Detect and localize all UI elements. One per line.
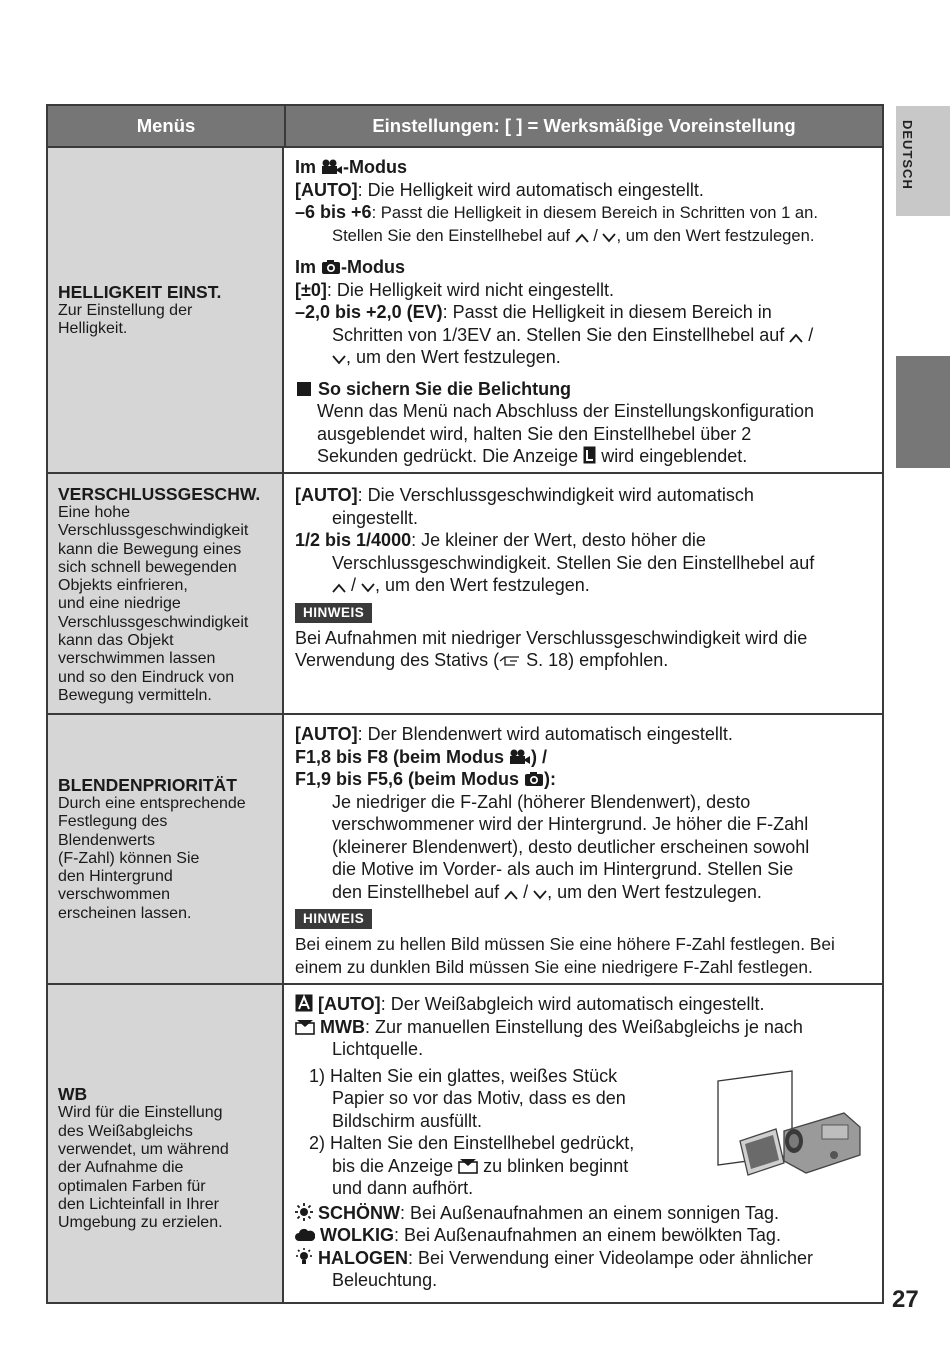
step-text: und dann aufhört. (332, 1178, 474, 1198)
menu-desc: Blendenwerts (58, 831, 155, 849)
option-text: : Der Weißabgleich wird automatisch eingestellt. (380, 994, 765, 1014)
option-label: [±0] (295, 279, 327, 300)
menu-name: HELLIGKEIT EINST. (58, 281, 222, 302)
option-text: : Die Helligkeit wird automatisch eingestellt. (357, 179, 704, 200)
chevron-up-icon (575, 233, 589, 243)
menu-name: BLENDENPRIORITÄT (58, 774, 237, 795)
note-text: S. 18) empfohlen. (521, 650, 669, 670)
note-text: Bei einem zu hellen Bild müssen Sie eine höhere F-Zahl festlegen. Bei (295, 934, 835, 954)
manual-wb-icon (458, 1158, 478, 1174)
chevron-down-icon (602, 233, 616, 243)
lock-line: wird eingeblendet. (596, 446, 748, 466)
option-text: den Einstellhebel auf (332, 881, 505, 902)
option-text: eingestellt. (332, 507, 419, 528)
menu-cell (48, 148, 284, 472)
menu-desc: der Aufnahme die (58, 1159, 184, 1177)
menu-cell (48, 985, 284, 1302)
chevron-up-icon (504, 890, 518, 900)
video-camera-icon (509, 749, 531, 765)
auto-wb-icon (295, 994, 313, 1012)
option-text: / (588, 225, 603, 245)
option-text: Lichtquelle. (332, 1039, 424, 1059)
menu-desc: und eine niedrige (58, 595, 181, 613)
table-row (48, 474, 882, 715)
option-label: ) / (531, 746, 548, 767)
option-text: (kleinerer Blendenwert), desto deutlicher erscheinen sowohl (332, 836, 810, 857)
note-badge: HINWEIS (295, 909, 372, 929)
option-label: F1,9 bis F5,6 (beim Modus (295, 769, 525, 789)
option-label: SCHÖNW (318, 1202, 401, 1223)
mode-heading-suffix: -Modus (341, 257, 405, 277)
menu-desc: erscheinen lassen. (58, 904, 192, 922)
menu-desc: den Lichteinfall in Ihrer (58, 1195, 219, 1213)
option-text: : Bei Außenaufnahmen an einem bewölkten Tag. (394, 1225, 781, 1245)
menu-desc: des Weißabgleichs (58, 1122, 193, 1140)
menu-desc: kann das Objekt (58, 632, 174, 650)
note-badge: HINWEIS (295, 603, 372, 623)
menu-desc: kann die Bewegung eines (58, 540, 242, 558)
header-menus: Menüs (48, 106, 286, 146)
chevron-up-icon (332, 583, 346, 593)
option-text: Schritten von 1/3EV an. Stellen Sie den Einstellhebel auf (332, 324, 790, 345)
page-number: 27 (892, 1286, 919, 1313)
lock-line: Wenn das Menü nach Abschluss der Einstellungskonfiguration (317, 401, 814, 421)
settings-cell (284, 985, 882, 1302)
lock-line: Sekunden gedrückt. Die Anzeige (317, 446, 584, 466)
still-camera-icon (524, 771, 544, 787)
menu-cell (48, 715, 284, 983)
menu-desc: Verschlussgeschwindigkeit (58, 613, 249, 631)
option-text: verschwommener wird der Hintergrund. Je höher die F-Zahl (332, 814, 809, 834)
menu-name: WB (58, 1084, 88, 1105)
mode-heading: Im (295, 257, 322, 277)
menu-desc: Umgebung zu erzielen. (58, 1214, 223, 1232)
chevron-down-icon (361, 583, 375, 593)
bullet-square (297, 382, 311, 396)
option-label: F1,8 bis F8 (beim Modus (295, 746, 510, 767)
lock-line: ausgeblendet wird, halten Sie den Einstellhebel über 2 (317, 423, 752, 444)
option-text: : Je kleiner der Wert, desto höher die (411, 530, 706, 550)
section-tab (896, 356, 950, 468)
language-tab: DEUTSCH (896, 106, 950, 216)
option-text: Je niedriger die F-Zahl (höherer Blendenwert), desto (332, 791, 751, 812)
cloud-icon (295, 1227, 315, 1243)
menu-desc: Bewegung vermitteln. (58, 686, 212, 704)
option-label: [AUTO] (318, 994, 381, 1014)
option-text: : Bei Verwendung einer Videolampe oder ähnlicher (408, 1247, 813, 1268)
table-header (48, 106, 882, 148)
menu-desc: Helligkeit. (58, 320, 128, 337)
option-label: MWB (320, 1016, 365, 1037)
mode-heading: Im (295, 157, 322, 177)
menu-desc: den Hintergrund (58, 868, 173, 886)
lock-title: So sichern Sie die Belichtung (318, 378, 572, 399)
menu-desc: Wird für die Einstellung (58, 1104, 223, 1122)
note-text: Verwendung des Stativs ( (295, 650, 500, 670)
option-text: Beleuchtung. (332, 1270, 438, 1290)
option-text: Stellen Sie den Einstellhebel auf (332, 225, 575, 245)
note-text: Bei Aufnahmen mit niedriger Verschlussgeschwindigkeit wird die (295, 627, 808, 648)
chevron-down-icon (533, 890, 547, 900)
option-label: WOLKIG (320, 1225, 395, 1245)
option-label: [AUTO] (295, 179, 358, 200)
note-text: einem zu dunklen Bild müssen Sie eine niedrigere F-Zahl festlegen. (295, 956, 813, 977)
option-text: Verschlussgeschwindigkeit. Stellen Sie den Einstellhebel auf (332, 552, 815, 573)
menu-desc: Durch eine entsprechende (58, 794, 246, 812)
option-text: : Die Verschlussgeschwindigkeit wird automatisch (357, 485, 754, 505)
manual-wb-icon (295, 1019, 315, 1035)
option-text: : Passt die Helligkeit in diesem Bereich in Schritten von 1 an. (371, 203, 818, 222)
exposure-lock-icon (583, 446, 596, 464)
option-text: die Motive im Vorder- als auch im Hintergrund. Stellen Sie (332, 859, 794, 879)
menu-desc: verwendet, um während (58, 1141, 229, 1159)
option-text: / (346, 575, 362, 595)
settings-table (46, 104, 884, 1304)
menu-desc: (F-Zahl) können Sie (58, 849, 200, 867)
mwb-steps (295, 1065, 870, 1200)
option-text: , um den Wert festzulegen. (616, 225, 815, 245)
menu-desc: und so den Eindruck von (58, 668, 235, 686)
menu-desc: verschwommen (58, 886, 171, 904)
option-text: / (803, 324, 814, 345)
option-label: HALOGEN (318, 1247, 409, 1268)
step-text: 1) Halten Sie ein glattes, weißes Stück (309, 1065, 618, 1086)
option-text: , um den Wert festzulegen. (547, 881, 762, 902)
step-text: bis die Anzeige (332, 1155, 459, 1176)
option-label: [AUTO] (295, 724, 358, 744)
lock-text (295, 400, 870, 468)
step-text: Bildschirm ausfüllt. (332, 1110, 483, 1131)
option-text: : Die Helligkeit wird nicht eingestellt. (326, 279, 615, 300)
video-camera-icon (321, 159, 343, 175)
step-text: 2) Halten Sie den Einstellhebel gedrückt, (309, 1133, 635, 1153)
chevron-down-icon (332, 355, 346, 365)
menu-desc: verschwimmen lassen (58, 650, 216, 668)
page-reference-icon (499, 654, 521, 668)
mode-heading-suffix: -Modus (343, 157, 407, 177)
option-text: , um den Wert festzulegen. (375, 575, 590, 595)
sun-icon (295, 1203, 313, 1221)
step-text: Papier so vor das Motiv, dass es den (332, 1088, 626, 1108)
header-settings: Einstellungen: [ ] = Werksmäßige Voreinstellung (372, 115, 796, 136)
menu-cell (48, 474, 284, 713)
menu-desc: sich schnell bewegenden (58, 558, 237, 576)
table-row (48, 985, 882, 1302)
settings-cell (284, 715, 882, 983)
halogen-icon (295, 1248, 313, 1266)
menu-desc: Eine hohe (58, 504, 131, 521)
menu-name: VERSCHLUSSGESCHW. (58, 484, 261, 504)
option-text: : Der Blendenwert wird automatisch eingestellt. (357, 724, 733, 744)
table-row (48, 148, 882, 474)
option-label: –2,0 bis +2,0 (EV) (295, 302, 443, 322)
option-text: , um den Wert festzulegen. (346, 347, 561, 367)
option-text: : Zur manuellen Einstellung des Weißabgleichs je nach (365, 1016, 803, 1037)
option-text: : Bei Außenaufnahmen an einem sonnigen Tag. (400, 1202, 779, 1223)
settings-cell (284, 148, 882, 472)
camcorder-illustration (714, 1069, 864, 1183)
option-text: / (518, 881, 534, 902)
still-camera-icon (321, 259, 341, 275)
settings-cell (284, 474, 882, 713)
option-label: 1/2 bis 1/4000 (295, 530, 412, 550)
step-text: zu blinken beginnt (478, 1155, 629, 1176)
option-label: [AUTO] (295, 485, 358, 505)
table-row (48, 715, 882, 985)
menu-desc: optimalen Farben für (58, 1177, 206, 1195)
menu-desc: Verschlussgeschwindigkeit (58, 522, 249, 540)
option-label: ): (544, 769, 557, 789)
menu-desc: Objekts einfrieren, (58, 577, 188, 595)
option-label: –6 bis +6 (295, 202, 372, 222)
chevron-up-icon (789, 333, 803, 343)
menu-desc: Festlegung des (58, 813, 168, 831)
option-text: : Passt die Helligkeit in diesem Bereich in (442, 302, 772, 322)
menu-desc: Zur Einstellung der (58, 301, 193, 319)
